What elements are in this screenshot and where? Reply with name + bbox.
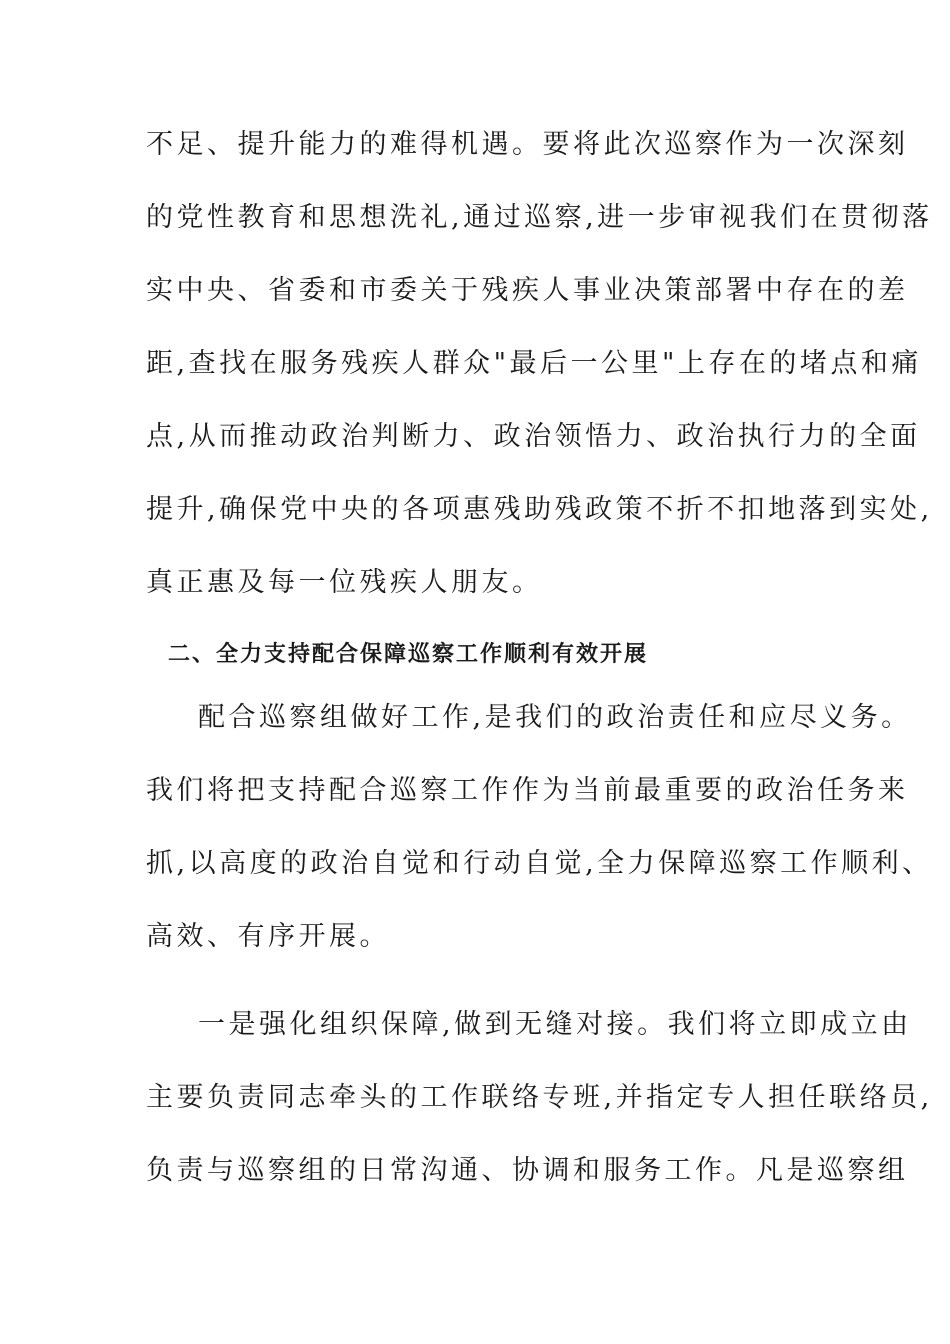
paragraph1-line-6: 提升,确保党中央的各项惠残助残政策不折不扣地落到实处,: [146, 494, 933, 525]
paragraph3-line-3: 负责与巡察组的日常沟通、协调和服务工作。凡是巡察组: [146, 1155, 909, 1186]
paragraph1-line-3: 实中央、省委和市委关于残疾人事业决策部署中存在的差: [146, 275, 909, 306]
paragraph3-line-1: 一是强化组织保障,做到无缝对接。我们将立即成立由: [198, 1009, 912, 1040]
paragraph1-line-7: 真正惠及每一位残疾人朋友。: [146, 567, 543, 598]
paragraph1-line-1: 不足、提升能力的难得机遇。要将此次巡察作为一次深刻: [146, 129, 909, 160]
paragraph2-line-4: 高效、有序开展。: [146, 921, 390, 952]
paragraph2-line-2: 我们将把支持配合巡察工作作为当前最重要的政治任务来: [146, 775, 909, 806]
paragraph3-line-2: 主要负责同志牵头的工作联络专班,并指定专人担任联络员,: [146, 1082, 933, 1113]
section-heading: 二、全力支持配合保障巡察工作顺利有效开展: [168, 642, 649, 667]
paragraph2-line-3: 抓,以高度的政治自觉和行动自觉,全力保障巡察工作顺利、: [146, 848, 933, 879]
paragraph2-line-1: 配合巡察组做好工作,是我们的政治责任和应尽义务。: [198, 702, 912, 733]
paragraph1-line-4: 距,查找在服务残疾人群众"最后一公里"上存在的堵点和痛: [146, 348, 922, 379]
paragraph1-line-5: 点,从而推动政治判断力、政治领悟力、政治执行力的全面: [146, 421, 921, 452]
paragraph1-line-2: 的党性教育和思想洗礼,通过巡察,进一步审视我们在贯彻落: [146, 202, 933, 233]
